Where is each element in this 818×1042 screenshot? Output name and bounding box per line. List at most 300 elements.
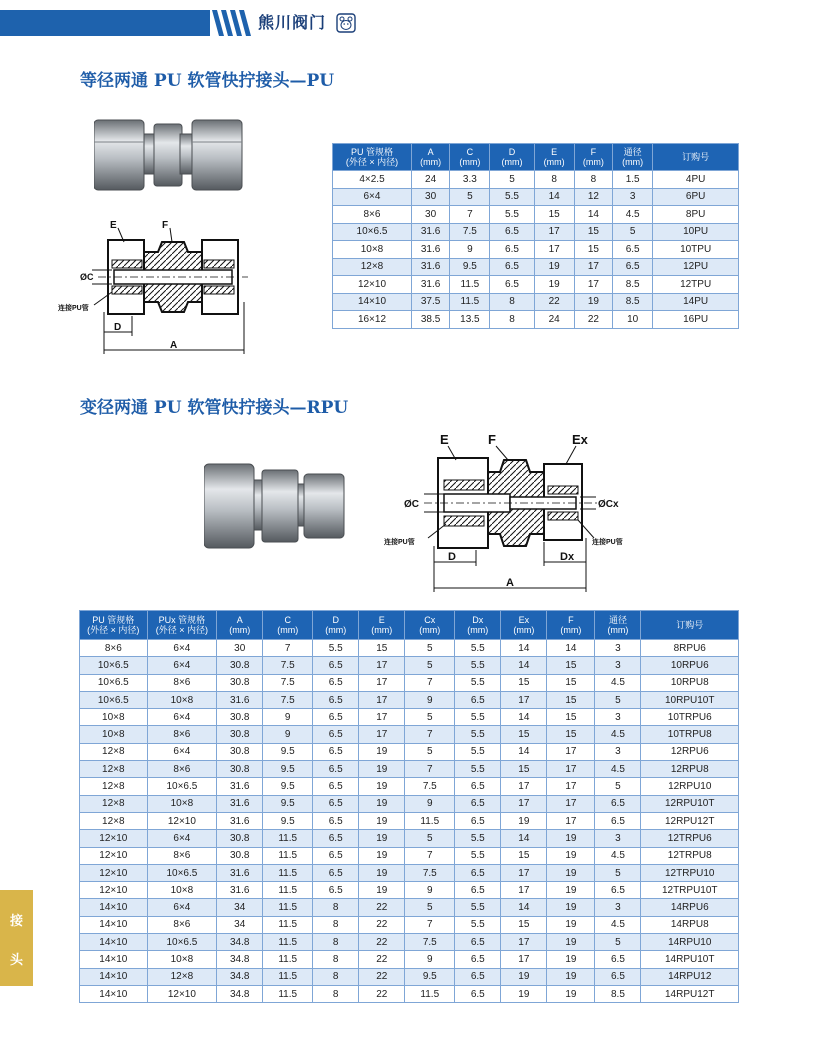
rpu-table-cell: 5 <box>405 657 455 674</box>
rpu-table-cell: 5 <box>595 691 641 708</box>
pu-table-cell: 16×12 <box>333 311 412 329</box>
rpu-section-drawing <box>384 428 634 598</box>
rpu-table-cell: 6×4 <box>147 640 217 657</box>
rpu-table-cell: 10×6.5 <box>80 691 148 708</box>
pu-table-cell: 8 <box>534 171 574 189</box>
rpu-table-cell: 15 <box>501 726 547 743</box>
rpu-table-cell: 17 <box>359 657 405 674</box>
rpu-table-header-5-line-1: (mm) <box>371 625 393 635</box>
pu-table-header-4-line-1: (mm) <box>543 157 565 167</box>
pu-table-cell: 17 <box>534 241 574 259</box>
pu-table-row <box>333 223 739 241</box>
pu-table-cell: 22 <box>534 293 574 311</box>
rpu-table-cell: 12×10 <box>80 864 148 881</box>
pu-table-header-1-line-1: (mm) <box>420 157 442 167</box>
rpu-table-header-3-line-1: (mm) <box>277 625 299 635</box>
label-e-rpu: E <box>440 432 449 447</box>
rpu-table-cell: 4.5 <box>595 916 641 933</box>
rpu-table-cell: 8×6 <box>147 674 217 691</box>
rpu-table-cell: 14RPU10 <box>641 934 739 951</box>
rpu-table-cell: 30.8 <box>217 847 263 864</box>
pu-table-row <box>333 241 739 259</box>
rpu-table-cell: 6.5 <box>455 985 501 1002</box>
rpu-table-cell: 12RPU8 <box>641 761 739 778</box>
rpu-table-cell: 14RPU10T <box>641 951 739 968</box>
section2-title: 变径两通 PU 软管快拧接头—RPU <box>80 398 349 418</box>
rpu-table-cell: 17 <box>501 795 547 812</box>
pu-table-cell: 19 <box>534 258 574 276</box>
rpu-table-cell: 10×6.5 <box>147 778 217 795</box>
pu-table-cell: 5 <box>490 171 534 189</box>
pu-table-header-4-line-0: E <box>551 147 558 157</box>
rpu-table-cell: 8×6 <box>80 640 148 657</box>
rpu-table-header-7-line-1: (mm) <box>467 625 489 635</box>
section1-title: 等径两通 PU 软管快拧接头—PU <box>80 71 335 91</box>
rpu-table-row <box>80 709 739 726</box>
rpu-table-header-1-line-0: PUx 管规格 <box>158 615 206 625</box>
rpu-table-cell: 12RPU10 <box>641 778 739 795</box>
rpu-table-header-11-line-0: 订购号 <box>676 620 704 630</box>
rpu-table-cell: 17 <box>501 864 547 881</box>
rpu-table-cell: 17 <box>547 778 595 795</box>
rpu-table-cell: 12RPU12T <box>641 812 739 829</box>
rpu-table-cell: 19 <box>547 951 595 968</box>
rpu-table-cell: 14 <box>501 899 547 916</box>
rpu-table-header-2 <box>217 611 263 640</box>
pu-table-cell: 3.3 <box>450 171 490 189</box>
pu-fitting-photo <box>94 112 244 202</box>
rpu-table-header-0-line-0: PU 管规格 <box>92 615 135 625</box>
rpu-table-cell: 4.5 <box>595 726 641 743</box>
rpu-table-cell: 19 <box>359 812 405 829</box>
rpu-table-header-3-line-0: C <box>284 615 291 625</box>
pu-table-cell: 30 <box>411 188 449 206</box>
pu-table-cell: 10TPU <box>653 241 739 259</box>
rpu-table-cell: 14 <box>501 657 547 674</box>
rpu-table-cell: 6.5 <box>455 882 501 899</box>
pu-table-cell: 31.6 <box>411 241 449 259</box>
rpu-table-cell: 10×6.5 <box>147 934 217 951</box>
rpu-table-cell: 11.5 <box>263 847 313 864</box>
pu-table-cell: 30 <box>411 206 449 224</box>
pu-table-cell: 8 <box>574 171 612 189</box>
rpu-table-cell: 5 <box>405 640 455 657</box>
rpu-table-cell: 11.5 <box>405 812 455 829</box>
rpu-table-cell: 10×8 <box>80 709 148 726</box>
rpu-table-cell: 19 <box>547 830 595 847</box>
rpu-table-cell: 19 <box>547 899 595 916</box>
pu-table-cell: 38.5 <box>411 311 449 329</box>
rpu-table-cell: 3 <box>595 830 641 847</box>
rpu-table-cell: 30.8 <box>217 743 263 760</box>
pu-table-cell: 9 <box>450 241 490 259</box>
rpu-table-cell: 6.5 <box>313 795 359 812</box>
rpu-table-cell: 6×4 <box>147 657 217 674</box>
label-c: ØC <box>80 272 94 282</box>
pu-table-cell: 12×8 <box>333 258 412 276</box>
rpu-table-cell: 7 <box>405 916 455 933</box>
rpu-table-cell: 14 <box>501 640 547 657</box>
pu-table-cell: 19 <box>574 293 612 311</box>
pu-table-cell: 8 <box>490 311 534 329</box>
rpu-table-header-2-line-1: (mm) <box>229 625 251 635</box>
rpu-table-row <box>80 761 739 778</box>
rpu-table-cell: 12×10 <box>80 830 148 847</box>
pu-spec-table <box>332 143 739 329</box>
rpu-table-cell: 10×6.5 <box>80 674 148 691</box>
rpu-table-cell: 6.5 <box>313 674 359 691</box>
rpu-table-cell: 34 <box>217 916 263 933</box>
rpu-table-header-7-line-0: Dx <box>472 615 484 625</box>
rpu-table-cell: 5 <box>405 709 455 726</box>
rpu-table-header-0-line-1: (外径 × 内径) <box>87 625 140 635</box>
rpu-table-cell: 9 <box>405 691 455 708</box>
rpu-table-cell: 19 <box>359 743 405 760</box>
rpu-table-cell: 19 <box>501 812 547 829</box>
pu-table-cell: 7.5 <box>450 223 490 241</box>
rpu-table-cell: 22 <box>359 985 405 1002</box>
rpu-table-cell: 15 <box>359 640 405 657</box>
rpu-table-cell: 6.5 <box>595 795 641 812</box>
pu-table-cell: 16PU <box>653 311 739 329</box>
rpu-table-cell: 7.5 <box>405 934 455 951</box>
rpu-table-cell: 19 <box>547 985 595 1002</box>
rpu-table-header-0 <box>80 611 148 640</box>
rpu-table-header-10-line-0: 通径 <box>608 615 627 625</box>
rpu-table-cell: 12RPU6 <box>641 743 739 760</box>
rpu-table-cell: 19 <box>359 795 405 812</box>
pu-table-cell: 6×4 <box>333 188 412 206</box>
rpu-table-header-9 <box>547 611 595 640</box>
rpu-table-cell: 31.6 <box>217 778 263 795</box>
rpu-table-cell: 11.5 <box>263 916 313 933</box>
pu-table-cell: 11.5 <box>450 276 490 294</box>
rpu-table-header-1-line-1: (外径 × 内径) <box>155 625 209 635</box>
rpu-table-cell: 7 <box>263 640 313 657</box>
pu-table-row <box>333 276 739 294</box>
label-dx: Dx <box>560 551 575 563</box>
pu-table-cell: 4.5 <box>613 206 653 224</box>
rpu-table-cell: 10×8 <box>147 951 217 968</box>
rpu-table-cell: 19 <box>359 778 405 795</box>
rpu-table-cell: 6.5 <box>313 709 359 726</box>
rpu-table-cell: 12×8 <box>147 968 217 985</box>
rpu-table-cell: 6.5 <box>455 812 501 829</box>
rpu-table-cell: 6.5 <box>313 882 359 899</box>
rpu-table-cell: 12×8 <box>80 812 148 829</box>
rpu-table-cell: 11.5 <box>263 985 313 1002</box>
rpu-table-cell: 6.5 <box>455 968 501 985</box>
rpu-table-cell: 14×10 <box>80 985 148 1002</box>
rpu-table-cell: 5.5 <box>455 847 501 864</box>
rpu-table-cell: 31.6 <box>217 812 263 829</box>
rpu-table-header-8 <box>501 611 547 640</box>
pu-table-cell: 5 <box>613 223 653 241</box>
rpu-table-header-6-line-0: Cx <box>424 615 436 625</box>
pu-table-header-1-line-0: A <box>427 147 434 157</box>
rpu-table-cell: 17 <box>359 726 405 743</box>
rpu-table-cell: 6.5 <box>313 657 359 674</box>
rpu-table-cell: 8×6 <box>147 916 217 933</box>
rpu-table-cell: 5.5 <box>455 743 501 760</box>
rpu-table-cell: 11.5 <box>405 985 455 1002</box>
rpu-table-cell: 3 <box>595 657 641 674</box>
rpu-table-cell: 7 <box>405 726 455 743</box>
label-d: D <box>114 322 122 333</box>
rpu-table-cell: 7 <box>405 674 455 691</box>
rpu-table-cell: 9 <box>405 951 455 968</box>
rpu-table-cell: 15 <box>501 847 547 864</box>
rpu-table-cell: 5 <box>595 778 641 795</box>
brand-name: 熊川阀门 <box>258 13 327 32</box>
pu-table-cell: 12PU <box>653 258 739 276</box>
rpu-table-header-4-line-1: (mm) <box>325 625 347 635</box>
rpu-table-cell: 10TRPU8 <box>641 726 739 743</box>
pu-table-header-0-line-0: PU 管规格 <box>350 147 393 157</box>
rpu-table-cell: 8RPU6 <box>641 640 739 657</box>
rpu-table-cell: 12×8 <box>80 761 148 778</box>
rpu-table-cell: 17 <box>501 882 547 899</box>
rpu-table-cell: 14×10 <box>80 951 148 968</box>
rpu-table-cell: 5 <box>405 899 455 916</box>
rpu-table-cell: 22 <box>359 968 405 985</box>
rpu-table-cell: 5.5 <box>313 640 359 657</box>
rpu-table-cell: 17 <box>547 812 595 829</box>
rpu-table-cell: 14RPU12T <box>641 985 739 1002</box>
pu-table-cell: 8PU <box>653 206 739 224</box>
pu-table-cell: 8.5 <box>613 293 653 311</box>
pu-table-cell: 12TPU <box>653 276 739 294</box>
rpu-table-cell: 7 <box>405 761 455 778</box>
rpu-table-cell: 19 <box>501 968 547 985</box>
rpu-table-cell: 12TRPU10T <box>641 882 739 899</box>
rpu-table-cell: 12TRPU10 <box>641 864 739 881</box>
rpu-table-cell: 30.8 <box>217 674 263 691</box>
label-ex: Ex <box>572 432 588 447</box>
rpu-table-cell: 7.5 <box>263 691 313 708</box>
rpu-table-cell: 31.6 <box>217 864 263 881</box>
rpu-table-cell: 8×6 <box>147 761 217 778</box>
rpu-table-cell: 19 <box>547 864 595 881</box>
rpu-table-cell: 11.5 <box>263 899 313 916</box>
rpu-table-row <box>80 674 739 691</box>
rpu-table-row <box>80 640 739 657</box>
rpu-table-cell: 7.5 <box>263 657 313 674</box>
rpu-table-cell: 14×10 <box>80 934 148 951</box>
rpu-table-cell: 10×6.5 <box>80 657 148 674</box>
pu-section-drawing <box>58 212 254 358</box>
pu-table-cell: 12×10 <box>333 276 412 294</box>
rpu-table-cell: 15 <box>547 674 595 691</box>
pu-table-cell: 15 <box>574 241 612 259</box>
header-bar <box>0 10 210 36</box>
pu-table-cell: 3 <box>613 188 653 206</box>
rpu-table-cell: 30.8 <box>217 726 263 743</box>
category-side-tab <box>0 890 33 986</box>
rpu-table-cell: 12×10 <box>147 812 217 829</box>
rpu-table-cell: 17 <box>547 743 595 760</box>
pu-table-cell: 19 <box>534 276 574 294</box>
pu-table-header-2-line-0: C <box>466 147 474 157</box>
pu-table-cell: 1.5 <box>613 171 653 189</box>
rpu-table-cell: 3 <box>595 640 641 657</box>
rpu-table-cell: 34.8 <box>217 934 263 951</box>
rpu-table-header-4 <box>313 611 359 640</box>
rpu-table-cell: 22 <box>359 951 405 968</box>
rpu-table-cell: 10TRPU6 <box>641 709 739 726</box>
pu-table-header-5-line-1: (mm) <box>582 157 604 167</box>
rpu-table-cell: 34.8 <box>217 951 263 968</box>
label-pu-tube: 连接PU管 <box>58 305 89 312</box>
pu-table-cell: 8.5 <box>613 276 653 294</box>
rpu-table-cell: 3 <box>595 899 641 916</box>
rpu-table-cell: 8.5 <box>595 985 641 1002</box>
rpu-table-cell: 15 <box>547 657 595 674</box>
rpu-table-cell: 5.5 <box>455 674 501 691</box>
pu-table-cell: 24 <box>411 171 449 189</box>
rpu-table-cell: 8×6 <box>147 726 217 743</box>
rpu-table-cell: 11.5 <box>263 951 313 968</box>
rpu-table-cell: 8 <box>313 968 359 985</box>
rpu-table-row <box>80 951 739 968</box>
pu-table-row <box>333 258 739 276</box>
pu-table-row <box>333 206 739 224</box>
rpu-table-header-10 <box>595 611 641 640</box>
pu-table-cell: 4PU <box>653 171 739 189</box>
rpu-table-cell: 8 <box>313 951 359 968</box>
rpu-table-row <box>80 985 739 1002</box>
pu-table-cell: 11.5 <box>450 293 490 311</box>
label-f: F <box>162 220 169 231</box>
pu-table-cell: 6.5 <box>613 258 653 276</box>
pu-table-header-2-line-1: (mm) <box>459 157 481 167</box>
label-cx: ØCx <box>598 499 619 510</box>
rpu-table-cell: 17 <box>501 934 547 951</box>
bear-logo-icon <box>336 13 356 33</box>
rpu-table-cell: 19 <box>547 916 595 933</box>
rpu-table-cell: 9 <box>263 726 313 743</box>
pu-table-cell: 4×2.5 <box>333 171 412 189</box>
pu-table-cell: 10 <box>613 311 653 329</box>
rpu-table-cell: 11.5 <box>263 968 313 985</box>
rpu-table-cell: 11.5 <box>263 934 313 951</box>
rpu-table-cell: 5 <box>595 934 641 951</box>
rpu-table-cell: 19 <box>359 761 405 778</box>
rpu-table-cell: 7.5 <box>405 778 455 795</box>
pu-table-cell: 17 <box>534 223 574 241</box>
pu-table-cell: 8×6 <box>333 206 412 224</box>
rpu-table-cell: 12×10 <box>80 847 148 864</box>
rpu-table-cell: 14×10 <box>80 916 148 933</box>
pu-table-header-2 <box>450 144 490 171</box>
rpu-table-header-1 <box>147 611 217 640</box>
rpu-table-cell: 34 <box>217 899 263 916</box>
rpu-table-cell: 19 <box>501 985 547 1002</box>
rpu-table-cell: 8×6 <box>147 847 217 864</box>
rpu-table-cell: 19 <box>359 830 405 847</box>
rpu-table-cell: 19 <box>359 847 405 864</box>
rpu-table-header-11 <box>641 611 739 640</box>
pu-table-row <box>333 188 739 206</box>
rpu-table-cell: 6.5 <box>313 812 359 829</box>
rpu-table-cell: 9 <box>405 882 455 899</box>
rpu-table-cell: 5 <box>405 743 455 760</box>
side-tab-char-1: 接 <box>9 914 23 929</box>
rpu-table-cell: 17 <box>359 691 405 708</box>
pu-table-header-0 <box>333 144 412 171</box>
rpu-table-cell: 4.5 <box>595 674 641 691</box>
pu-table-cell: 22 <box>574 311 612 329</box>
rpu-table-cell: 7 <box>405 847 455 864</box>
rpu-table-cell: 10RPU8 <box>641 674 739 691</box>
rpu-table-cell: 19 <box>547 934 595 951</box>
pu-table-cell: 5 <box>450 188 490 206</box>
rpu-table-cell: 6.5 <box>595 882 641 899</box>
rpu-table-cell: 9 <box>263 709 313 726</box>
rpu-table-cell: 19 <box>547 847 595 864</box>
rpu-table-cell: 30.8 <box>217 657 263 674</box>
rpu-table-cell: 5.5 <box>455 709 501 726</box>
rpu-table-cell: 6.5 <box>455 951 501 968</box>
rpu-table-cell: 6.5 <box>455 864 501 881</box>
rpu-table-cell: 6.5 <box>313 830 359 847</box>
pu-table-cell: 14×10 <box>333 293 412 311</box>
rpu-table-header-6-line-1: (mm) <box>419 625 441 635</box>
rpu-table-cell: 14 <box>501 830 547 847</box>
rpu-table-cell: 12×10 <box>80 882 148 899</box>
rpu-table-cell: 15 <box>501 916 547 933</box>
rpu-table-cell: 6.5 <box>595 812 641 829</box>
rpu-table-cell: 10×8 <box>147 882 217 899</box>
pu-table-cell: 7 <box>450 206 490 224</box>
rpu-table-cell: 15 <box>547 709 595 726</box>
rpu-table-header-3 <box>263 611 313 640</box>
rpu-table-header-5 <box>359 611 405 640</box>
pu-table-cell: 14 <box>534 188 574 206</box>
label-pu-tube-right: 连接PU管 <box>592 539 623 546</box>
rpu-table-cell: 12RPU10T <box>641 795 739 812</box>
rpu-table-cell: 17 <box>547 795 595 812</box>
rpu-table-cell: 14×10 <box>80 899 148 916</box>
rpu-table-cell: 5.5 <box>455 657 501 674</box>
rpu-table-cell: 5 <box>595 864 641 881</box>
rpu-table-header-10-line-1: (mm) <box>607 625 629 635</box>
rpu-table-cell: 14 <box>501 709 547 726</box>
rpu-table-cell: 19 <box>547 968 595 985</box>
pu-table-header-1 <box>411 144 449 171</box>
pu-table-cell: 6.5 <box>613 241 653 259</box>
rpu-table-row <box>80 968 739 985</box>
rpu-table-cell: 6×4 <box>147 743 217 760</box>
rpu-table-cell: 9.5 <box>263 778 313 795</box>
rpu-table-cell: 6.5 <box>595 951 641 968</box>
rpu-table-cell: 17 <box>501 951 547 968</box>
rpu-table-cell: 5.5 <box>455 640 501 657</box>
rpu-table-header-4-line-0: D <box>332 615 339 625</box>
pu-table-cell: 12 <box>574 188 612 206</box>
rpu-table-cell: 15 <box>547 726 595 743</box>
label-c-rpu: ØC <box>404 499 419 510</box>
rpu-table-cell: 6×4 <box>147 709 217 726</box>
rpu-table-row <box>80 830 739 847</box>
pu-table-cell: 17 <box>574 276 612 294</box>
rpu-table-cell: 5.5 <box>455 916 501 933</box>
rpu-table-cell: 14RPU8 <box>641 916 739 933</box>
rpu-table-cell: 6.5 <box>455 934 501 951</box>
pu-table-header-6-line-1: (mm) <box>622 157 644 167</box>
pu-table-cell: 6.5 <box>490 241 534 259</box>
rpu-table-cell: 7.5 <box>405 864 455 881</box>
